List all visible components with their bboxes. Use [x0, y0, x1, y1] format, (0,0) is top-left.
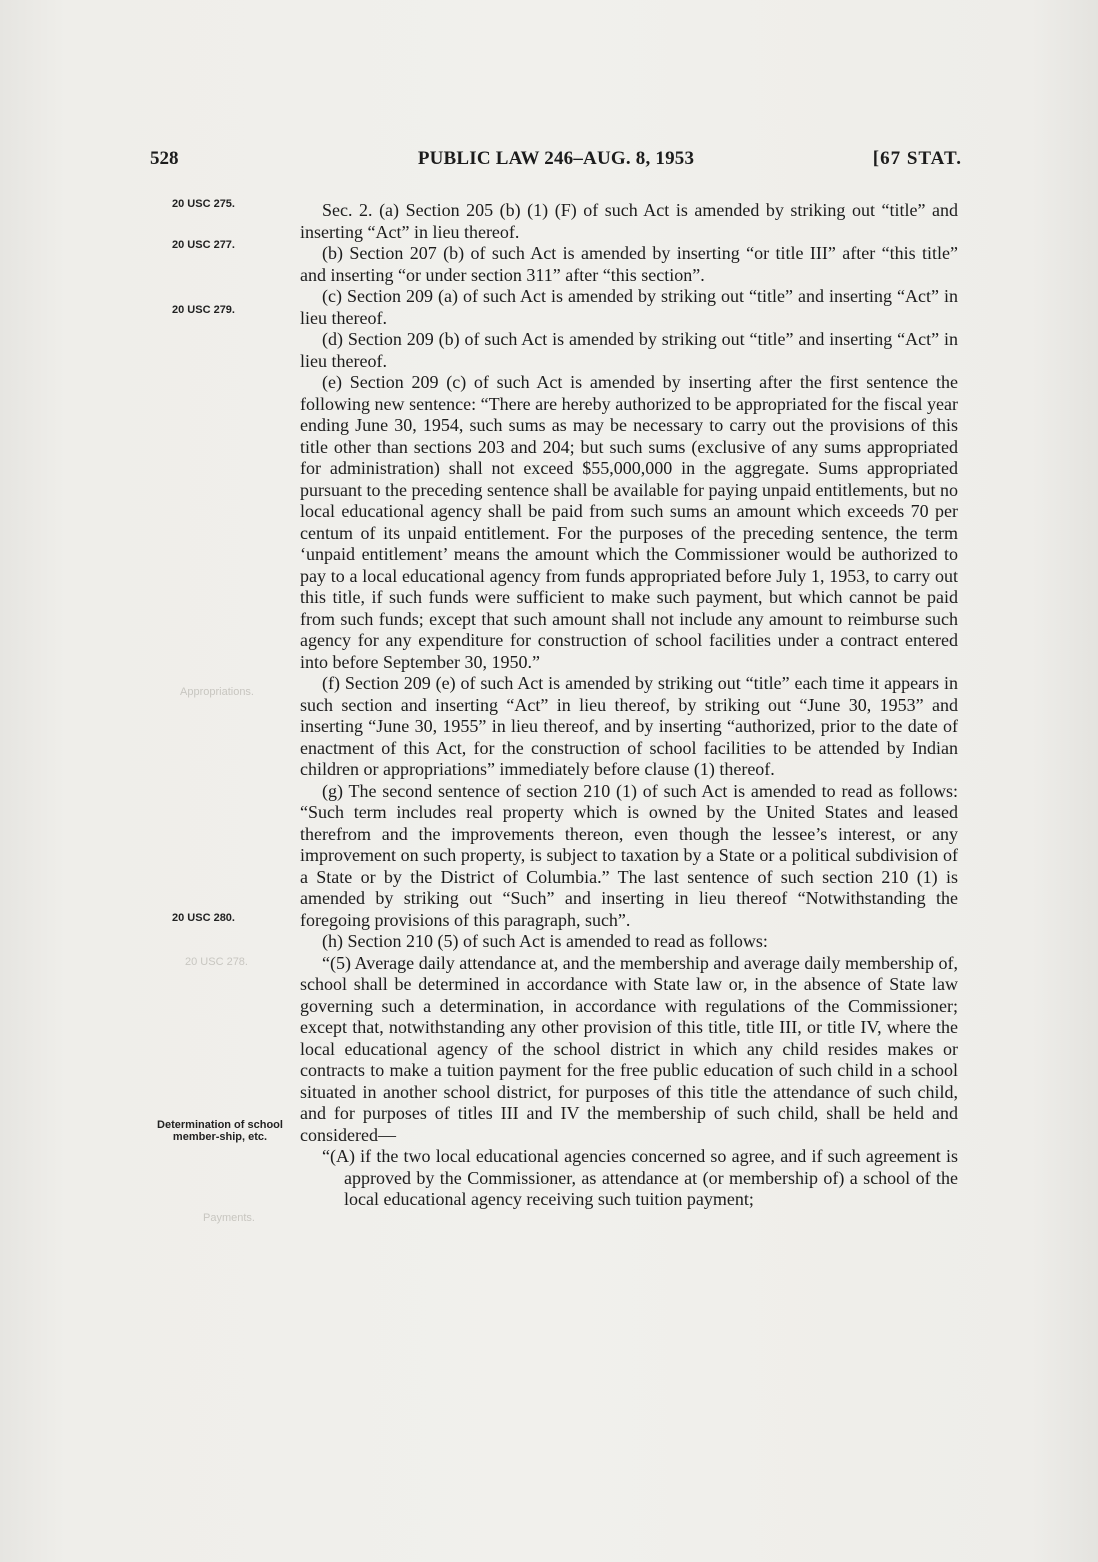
running-title: PUBLIC LAW 246–AUG. 8, 1953 — [417, 148, 695, 169]
paragraph-sec-2-a: Sec. 2. (a) Section 205 (b) (1) (F) of such Act is amended by striking out “title” and inserting “Act” in lieu thereof. — [300, 200, 958, 242]
marginal-note: 20 USC 279. — [172, 304, 235, 316]
statute-text — [300, 200, 958, 1211]
paragraph-e: (e) Section 209 (c) of such Act is amended by inserting after the first sentence the following new sentence: “There are hereby authorized to be appropriated for the fiscal year ending June 30, 1954, such sums as may be necessary to carry out the provisions of this title other than sections 203 and 204; but such sums (exclusive of any sums appropriated for administration) shall not exceed $55,000,000 in the aggregate. Sums appropriated pursuant to the preceding sentence shall be available for paying unpaid entitlements, but no local educational agency shall be paid from such sums an amount which exceeds 70 per centum of its unpaid entitlement. For the purposes of the preceding sentence, the term ‘unpaid entitlement’ means the amount which the Commissioner would be authorized to pay to a local educational agency from funds appropriated before July 1, 1953, to carry out this title, if such funds were sufficient to make such payment, but which cannot be paid from such funds; except that such amount shall not include any amount to reimburse such agency for any expenditure for construction of school facilities under a contract entered into before September 30, 1950.” — [300, 372, 958, 672]
paragraph-5-A: “(A) if the two local educational agencies concerned so agree, and if such agreement is approved by the Commissioner, as attendance at (or membership of) a school of the local educational agency receiving such tuition payment; — [322, 1146, 958, 1209]
page-header — [150, 148, 962, 172]
bleed-through-text: Payments. — [203, 1212, 255, 1224]
statute-reference: [67 STAT. — [872, 148, 962, 169]
bleed-through-text: Appropriations. — [180, 686, 254, 698]
paragraph-h: (h) Section 210 (5) of such Act is amended to read as follows: — [322, 931, 768, 951]
paragraph-g: (g) The second sentence of section 210 (1) of such Act is amended to read as follows: “Such term includes real property which is owned by the United States and leased therefrom and the improvements thereon, even though the lessee’s interest, or any improvement on such property, is subject to taxation by a State or a political subdivision of a State or by the District of Columbia.” The last sentence of such section 210 (1) is amended by striking out “Such” and inserting in lieu thereof “Notwithstanding the foregoing provisions of this paragraph, such”. — [300, 780, 958, 930]
marginal-note: Determination of school member-ship, etc. — [157, 1119, 283, 1143]
paragraph-b: (b) Section 207 (b) of such Act is amended by inserting “or title III” after “this title” and inserting “or under section 311” after “this section”. — [300, 243, 958, 285]
marginal-note: 20 USC 277. — [172, 239, 235, 251]
bleed-through-text: 20 USC 278. — [185, 956, 248, 968]
page-number: 528 — [150, 148, 179, 169]
paragraph-5: “(5) Average daily attendance at, and the membership and average daily membership of, school shall be determined in accordance with State law or, in the absence of State law governing such a determination, in accordance with regulations of the Commissioner; except that, notwithstanding any other provision of this title, title III, or title IV, where the local educational agency of the school district in which any child resides makes or contracts to make a tuition payment for the free public education of such child in a school situated in another school district, for purposes of this title the attendance of such child, and for purposes of titles III and IV the membership of such child, shall be held and considered— — [300, 952, 958, 1145]
marginal-note: 20 USC 280. — [172, 912, 235, 924]
marginal-note: 20 USC 275. — [172, 198, 235, 210]
paragraph-f: (f) Section 209 (e) of such Act is amended by striking out “title” each time it appears in such section and inserting “Act” in lieu thereof, by striking out “June 30, 1953” and inserting “June 30, 1955” in lieu thereof, and by inserting “authorized, prior to the date of enactment of this Act, for the construction of school facilities to be attended by Indian children or appropriations” immediately before clause (1) thereof. — [300, 673, 958, 779]
paragraph-c: (c) Section 209 (a) of such Act is amended by striking out “title” and inserting “Act” in lieu thereof. — [300, 286, 958, 328]
paragraph-d: (d) Section 209 (b) of such Act is amended by striking out “title” and inserting “Act” in lieu thereof. — [300, 329, 958, 371]
